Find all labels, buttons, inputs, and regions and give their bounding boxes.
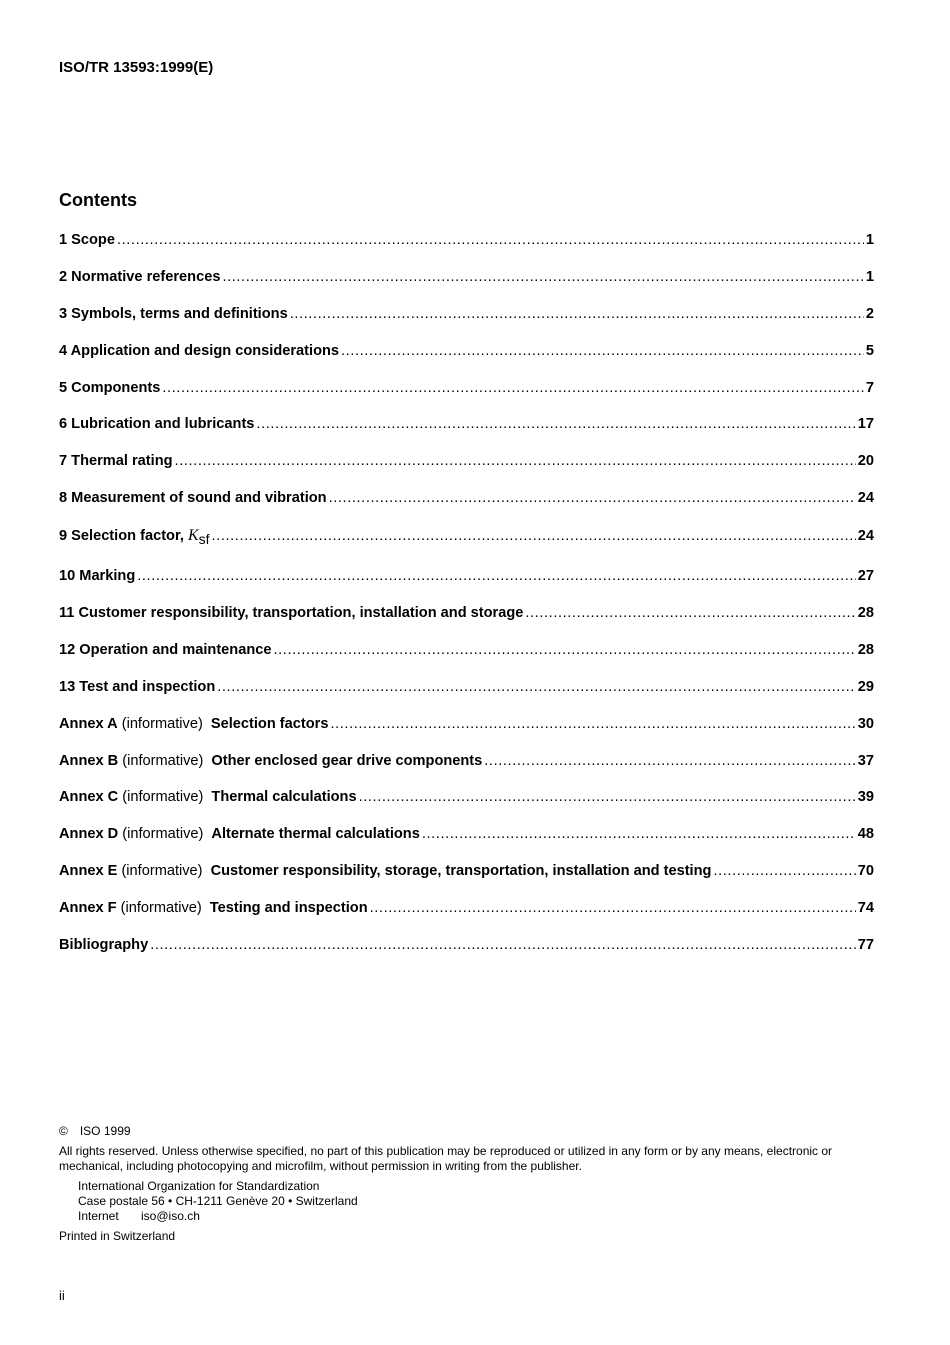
dot-leader <box>175 453 856 469</box>
annex-label: Annex A <box>59 715 118 732</box>
toc-entry-title <box>59 343 339 359</box>
toc-entry-text: Bibliography <box>59 937 149 954</box>
toc-entry-text: 9 Selection factor, <box>59 528 188 545</box>
toc-entry-text: Testing and inspection <box>209 900 368 917</box>
dot-leader <box>484 753 855 769</box>
selection-factor-subscript: sf <box>198 531 210 548</box>
toc-entry[interactable] <box>59 232 874 269</box>
dot-leader <box>137 568 856 584</box>
toc-entry[interactable] <box>59 642 874 679</box>
annex-label: Annex E <box>59 863 118 880</box>
dot-leader <box>713 863 855 879</box>
toc-entry[interactable] <box>59 900 874 937</box>
toc-entry-title <box>59 416 254 432</box>
dot-leader <box>330 716 855 732</box>
toc-entry-title <box>59 937 148 953</box>
toc-page-number: 1 <box>865 232 874 248</box>
toc-entry-text: 8 Measurement of sound and vibration <box>59 490 327 507</box>
annex-type: (informative) <box>117 715 207 732</box>
toc-page-number: 7 <box>865 379 874 396</box>
annex-type: (informative) <box>116 900 206 917</box>
internet-line <box>78 1209 879 1224</box>
dot-leader <box>341 343 864 359</box>
toc-page-number: 24 <box>857 490 874 507</box>
toc-page-number: 28 <box>857 641 874 658</box>
toc-entry-text: 3 Symbols, terms and definitions <box>59 305 288 322</box>
toc-entry-title <box>59 306 288 322</box>
toc-entry-title <box>59 863 711 879</box>
selection-factor-symbol: K <box>187 527 199 545</box>
dot-leader <box>150 937 856 953</box>
toc-page-number: 5 <box>865 342 874 359</box>
dot-leader <box>290 306 864 322</box>
toc-entry[interactable] <box>59 453 874 490</box>
toc-entry[interactable] <box>59 527 874 568</box>
toc-page-number: 30 <box>857 715 874 732</box>
dot-leader <box>212 528 856 544</box>
contents-heading: Contents <box>59 190 137 210</box>
toc-page-number: 17 <box>857 416 874 433</box>
table-of-contents <box>59 232 874 974</box>
toc-entry-text: 4 Application and design considerations <box>59 342 340 359</box>
toc-entry-text: 6 Lubrication and lubricants <box>59 416 255 433</box>
dot-leader <box>329 490 856 506</box>
toc-entry-title <box>59 826 420 842</box>
annex-type: (informative) <box>118 752 208 769</box>
toc-page-number: 70 <box>857 863 874 880</box>
toc-entry[interactable] <box>59 716 874 753</box>
publisher-address <box>78 1179 879 1224</box>
toc-entry[interactable] <box>59 753 874 790</box>
toc-entry[interactable] <box>59 826 874 863</box>
internet-label: Internet <box>78 1209 119 1223</box>
dot-leader <box>370 900 856 916</box>
toc-entry-title <box>59 900 368 916</box>
dot-leader <box>273 642 855 658</box>
page-number: ii <box>59 1288 65 1303</box>
toc-entry-text: Other enclosed gear drive components <box>211 752 483 769</box>
toc-entry[interactable] <box>59 416 874 453</box>
toc-entry[interactable] <box>59 863 874 900</box>
rights-statement: All rights reserved. Unless otherwise specified, no part of this publication may be reproduced or utilized in any form or by any means, electronic or mechanical, including photocopying and microfilm, without permission in writing from the publisher. <box>59 1144 833 1173</box>
dot-leader <box>256 416 855 432</box>
organization-name: International Organization for Standardization <box>78 1179 320 1193</box>
toc-entry-title <box>59 789 357 805</box>
toc-entry-text: Selection factors <box>210 715 329 732</box>
toc-page-number: 2 <box>865 305 874 322</box>
copyright-text: ISO 1999 <box>79 1124 131 1138</box>
toc-entry-title <box>59 605 523 621</box>
toc-entry-title <box>59 527 210 547</box>
toc-entry-text: 13 Test and inspection <box>59 678 216 695</box>
copyright-symbol: © <box>59 1124 68 1138</box>
dot-leader <box>217 679 856 695</box>
toc-entry[interactable] <box>59 605 874 642</box>
toc-page-number: 74 <box>857 900 874 917</box>
toc-page-number: 27 <box>857 568 874 585</box>
postal-address: Case postale 56 • CH-1211 Genève 20 • Switzerland <box>78 1194 358 1208</box>
toc-entry-title <box>59 642 271 658</box>
toc-entry-text: Alternate thermal calculations <box>211 826 420 843</box>
toc-page-number: 77 <box>857 937 874 954</box>
toc-entry-text: 2 Normative references <box>59 268 221 285</box>
toc-entry[interactable] <box>59 568 874 605</box>
toc-entry[interactable] <box>59 269 874 306</box>
copyright-line <box>59 1124 879 1139</box>
toc-entry[interactable] <box>59 490 874 527</box>
toc-entry-text: 10 Marking <box>59 568 136 585</box>
toc-entry-title <box>59 269 220 285</box>
toc-page-number: 39 <box>857 789 874 806</box>
toc-page-number: 1 <box>865 268 874 285</box>
annex-type: (informative) <box>118 789 208 806</box>
dot-leader <box>359 789 856 805</box>
toc-page-number: 37 <box>857 752 874 769</box>
toc-entry-title <box>59 490 327 506</box>
toc-entry-text: Customer responsibility, storage, transportation, installation and testing <box>210 863 712 880</box>
document-id: ISO/TR 13593:1999(E) <box>59 59 214 76</box>
dot-leader <box>525 605 855 621</box>
toc-page-number: 48 <box>857 826 874 843</box>
printed-in: Printed in Switzerland <box>59 1229 176 1243</box>
toc-entry-title <box>59 716 328 732</box>
dot-leader <box>422 826 856 842</box>
toc-page-number: 24 <box>857 528 874 545</box>
annex-label: Annex F <box>59 900 117 917</box>
copyright-footer <box>59 1124 879 1244</box>
toc-entry-title <box>59 453 173 469</box>
email-link[interactable]: iso@iso.ch <box>141 1209 200 1223</box>
toc-page-number: 28 <box>857 605 874 622</box>
toc-entry[interactable] <box>59 380 874 417</box>
toc-entry-text: 5 Components <box>59 379 161 396</box>
toc-page-number: 29 <box>857 678 874 695</box>
toc-entry-text: 11 Customer responsibility, transportation, installation and storage <box>59 605 524 622</box>
annex-label: Annex D <box>59 826 119 843</box>
toc-entry-text: Thermal calculations <box>211 789 357 806</box>
toc-entry[interactable] <box>59 306 874 343</box>
annex-type: (informative) <box>117 863 207 880</box>
dot-leader <box>162 380 864 396</box>
annex-label: Annex B <box>59 752 119 769</box>
toc-entry-title <box>59 753 482 769</box>
toc-entry-text: 1 Scope <box>59 232 115 248</box>
toc-entry-title <box>59 679 215 695</box>
dot-leader <box>222 269 863 285</box>
annex-label: Annex C <box>59 789 119 806</box>
toc-entry-title <box>59 232 115 248</box>
toc-entry[interactable] <box>59 789 874 826</box>
toc-entry[interactable] <box>59 679 874 716</box>
dot-leader <box>117 232 864 248</box>
toc-entry-title <box>59 568 135 584</box>
toc-entry-text: 7 Thermal rating <box>59 453 173 470</box>
toc-entry[interactable] <box>59 937 874 974</box>
annex-type: (informative) <box>118 826 208 843</box>
toc-entry-text: 12 Operation and maintenance <box>59 641 272 658</box>
toc-entry-title <box>59 380 160 396</box>
toc-entry[interactable] <box>59 343 874 380</box>
toc-page-number: 20 <box>857 453 874 470</box>
